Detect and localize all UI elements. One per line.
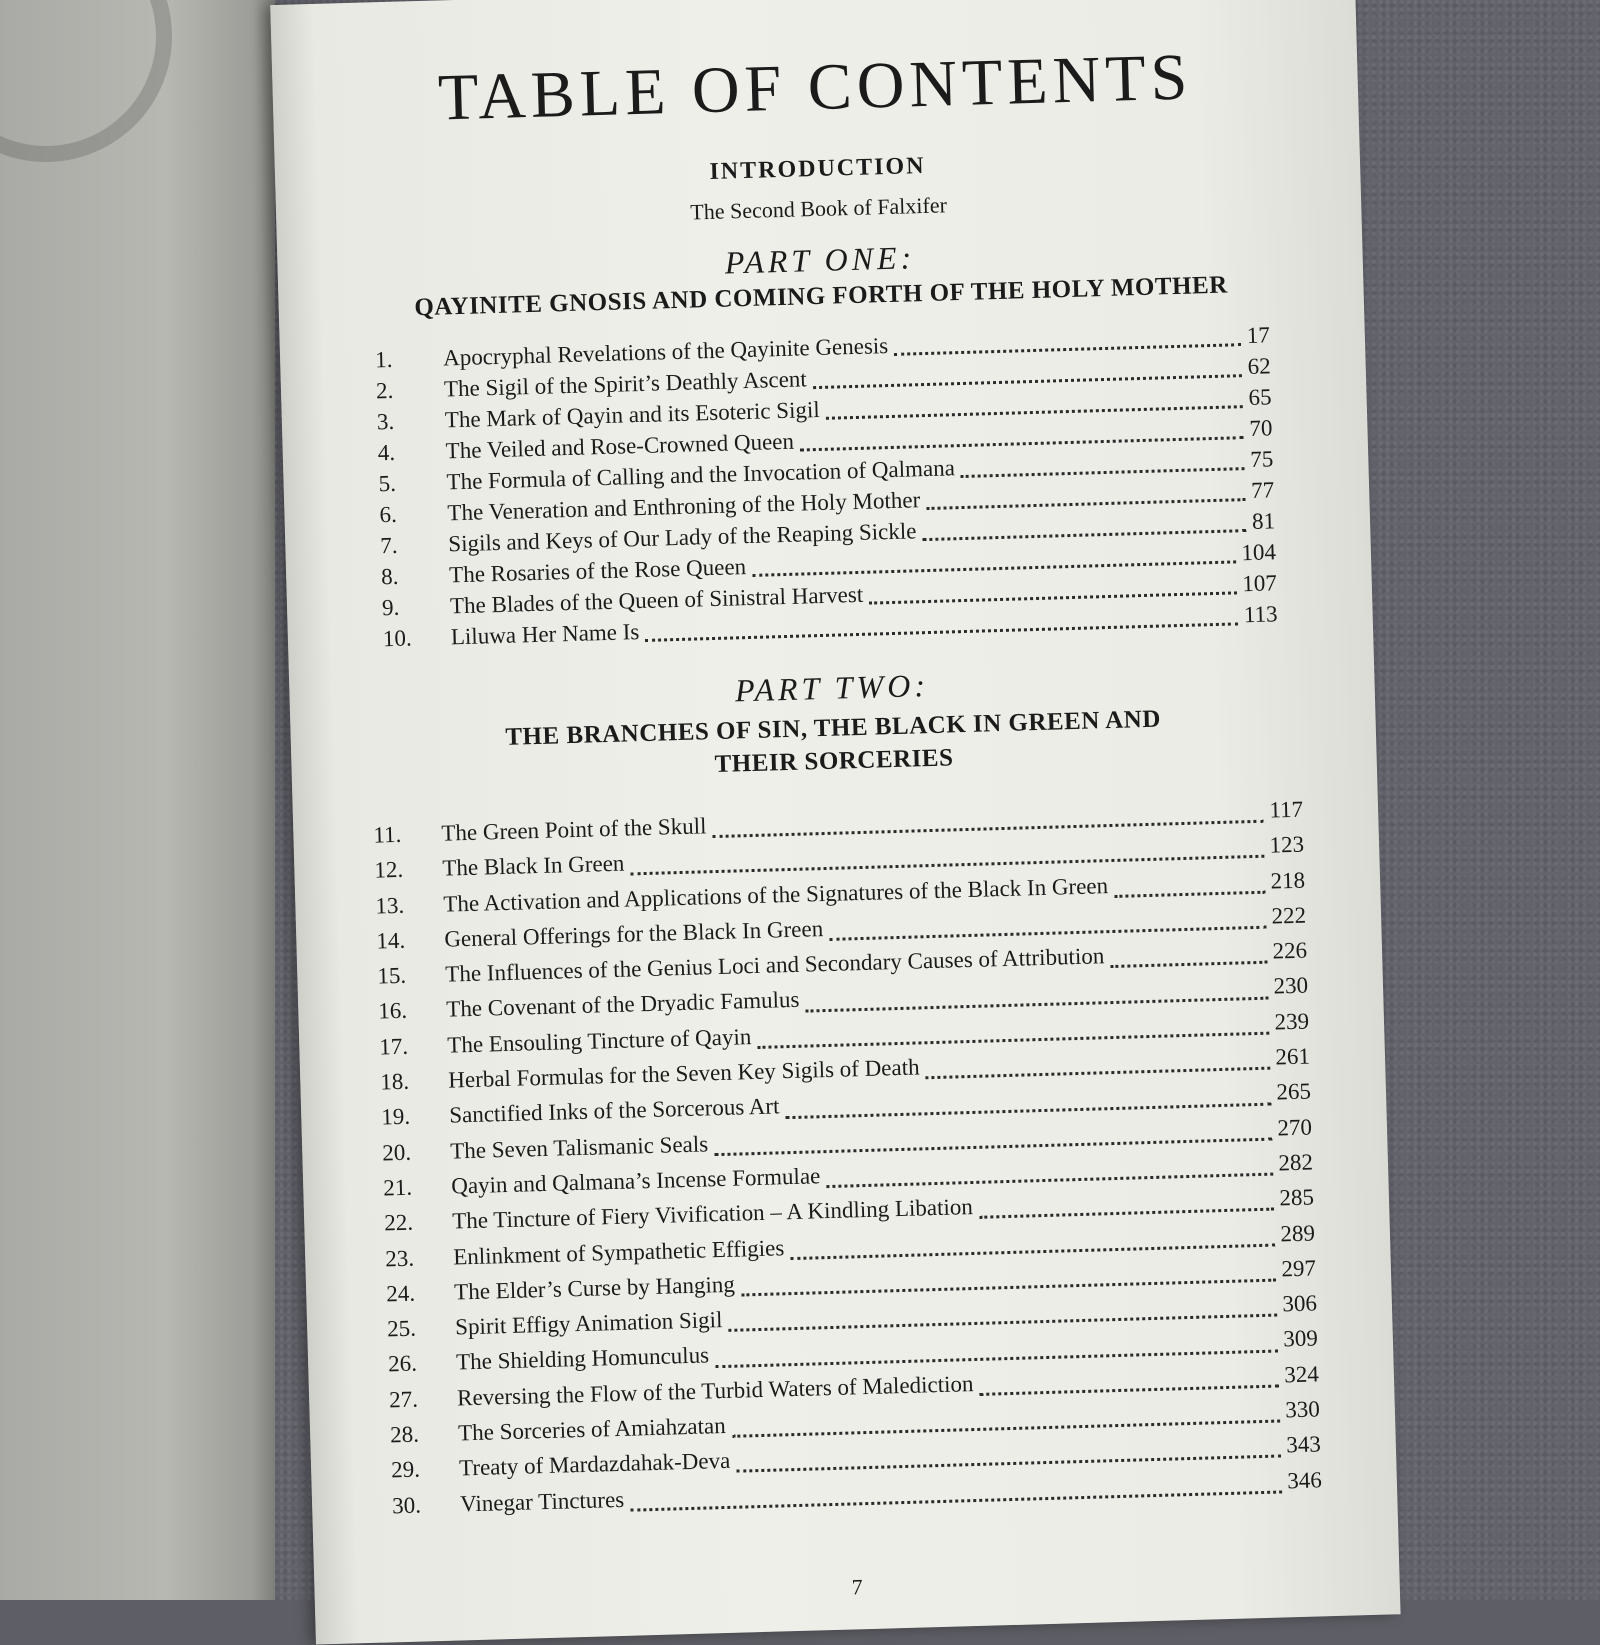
dot-leader bbox=[894, 343, 1241, 356]
entry-number: 12. bbox=[374, 857, 404, 883]
dot-leader bbox=[869, 591, 1236, 604]
dot-leader bbox=[979, 1208, 1274, 1219]
entry-page: 239 bbox=[1274, 1008, 1310, 1035]
part-one-heading: QAYINITE GNOSIS AND COMING FORTH OF THE HOLY MOTHER bbox=[414, 271, 1229, 322]
entry-title: The Shielding Homunculus bbox=[455, 1342, 710, 1375]
entry-number: 9. bbox=[381, 594, 400, 621]
dot-leader bbox=[827, 1173, 1273, 1188]
entry-title: The Tincture of Fiery Vivification – A Kindling Libation bbox=[451, 1194, 974, 1234]
entry-title: Liluwa Her Name Is bbox=[450, 619, 640, 650]
entry-page: 324 bbox=[1283, 1361, 1320, 1388]
entry-page: 222 bbox=[1271, 902, 1307, 929]
entry-page: 81 bbox=[1251, 508, 1276, 534]
entry-page: 123 bbox=[1269, 831, 1305, 858]
dot-leader bbox=[806, 996, 1268, 1012]
part-two-heading-line1: THE BRANCHES OF SIN, THE BLACK IN GREEN AND bbox=[505, 705, 1162, 751]
dot-leader bbox=[980, 1384, 1279, 1395]
entry-page: 309 bbox=[1283, 1325, 1319, 1352]
dot-leader bbox=[961, 467, 1245, 478]
entry-number: 8. bbox=[380, 563, 399, 590]
entry-number: 29. bbox=[390, 1456, 421, 1483]
entry-page: 226 bbox=[1272, 937, 1308, 964]
entry-number: 21. bbox=[382, 1174, 413, 1201]
left-page bbox=[0, 0, 275, 1600]
entry-page: 346 bbox=[1286, 1467, 1323, 1493]
entry-number: 26. bbox=[387, 1351, 418, 1377]
entry-number: 30. bbox=[391, 1492, 422, 1518]
part-two-list bbox=[293, 797, 1322, 1531]
entry-page: 218 bbox=[1270, 867, 1306, 894]
entry-number: 10. bbox=[382, 625, 413, 652]
entry-number: 13. bbox=[375, 892, 405, 919]
entry-page: 62 bbox=[1247, 353, 1272, 379]
entry-number: 16. bbox=[378, 998, 408, 1024]
dot-leader bbox=[926, 498, 1245, 510]
entry-page: 289 bbox=[1280, 1220, 1316, 1246]
entry-title: The Mark of Qayin and its Esoteric Sigil bbox=[444, 396, 821, 433]
part-two-label: PART TWO: bbox=[734, 667, 930, 709]
entry-title: The Blades of the Queen of Sinistral Harvest bbox=[449, 581, 864, 619]
entry-page: 343 bbox=[1285, 1431, 1322, 1458]
entry-title: Qayin and Qalmana’s Incense Formulae bbox=[450, 1163, 821, 1199]
entry-page: 70 bbox=[1249, 415, 1273, 441]
dot-leader bbox=[926, 1067, 1270, 1080]
entry-title: Treaty of Mardazdahak-Deva bbox=[458, 1448, 731, 1481]
entry-number: 17. bbox=[378, 1033, 409, 1060]
entry-page: 113 bbox=[1243, 601, 1278, 628]
dot-leader bbox=[630, 1490, 1281, 1511]
entry-number: 27. bbox=[388, 1386, 419, 1413]
page-title: TABLE OF CONTENTS bbox=[437, 40, 1194, 135]
entry-number: 3. bbox=[376, 408, 395, 435]
entry-page: 265 bbox=[1276, 1078, 1312, 1105]
entry-title: The Veiled and Rose-Crowned Queen bbox=[445, 428, 795, 464]
entry-page: 306 bbox=[1282, 1290, 1318, 1317]
entry-number: 28. bbox=[389, 1421, 420, 1448]
entry-title: The Sigil of the Spirit’s Deathly Ascent bbox=[443, 366, 808, 402]
entry-page: 77 bbox=[1250, 477, 1275, 503]
entry-page: 270 bbox=[1277, 1114, 1313, 1141]
entry-title: The Green Point of the Skull bbox=[441, 813, 707, 846]
part-two-heading-line2: THEIR SORCERIES bbox=[714, 744, 954, 779]
entry-title: Sanctified Inks of the Sorcerous Art bbox=[448, 1093, 780, 1128]
dot-leader bbox=[790, 1243, 1274, 1260]
entry-number: 25. bbox=[386, 1315, 417, 1342]
entry-title: The Covenant of the Dryadic Famulus bbox=[445, 987, 800, 1023]
toc-content bbox=[270, 0, 1400, 1645]
entry-title: Spirit Effigy Animation Sigil bbox=[454, 1307, 723, 1340]
entry-title: The Veneration and Enthroning of the Holy Mother bbox=[447, 487, 921, 526]
entry-page: 230 bbox=[1273, 973, 1309, 999]
dot-leader bbox=[786, 1102, 1271, 1119]
entry-title: Vinegar Tinctures bbox=[459, 1486, 625, 1517]
entry-title: The Sorceries of Amiahzatan bbox=[457, 1413, 726, 1446]
entry-number: 18. bbox=[379, 1068, 410, 1095]
entry-number: 6. bbox=[379, 501, 398, 528]
entry-page: 104 bbox=[1241, 539, 1277, 566]
entry-title: The Influences of the Genius Loci and Secondary Causes of Attribution bbox=[444, 943, 1105, 987]
entry-title: The Formula of Calling and the Invocation of Qalmana bbox=[446, 455, 956, 495]
entry-title: The Elder’s Curse by Hanging bbox=[453, 1271, 736, 1305]
dot-leader bbox=[1111, 961, 1267, 968]
entry-title: Apocryphal Revelations of the Qayinite Genesis bbox=[442, 333, 889, 371]
entry-title: The Seven Talismanic Seals bbox=[449, 1131, 709, 1164]
entry-number: 4. bbox=[377, 439, 396, 466]
entry-number: 1. bbox=[374, 346, 393, 373]
entry-number: 15. bbox=[377, 962, 407, 989]
entry-page: 297 bbox=[1281, 1255, 1317, 1282]
right-page bbox=[270, 0, 1400, 1645]
entry-page: 330 bbox=[1284, 1396, 1321, 1423]
dot-leader bbox=[645, 622, 1238, 642]
entry-number: 2. bbox=[375, 377, 394, 404]
entry-number: 23. bbox=[384, 1245, 415, 1271]
entry-title: Sigils and Keys of Our Lady of the Reaping Sickle bbox=[447, 518, 917, 557]
entry-title: The Rosaries of the Rose Queen bbox=[448, 554, 747, 588]
entry-title: The Black In Green bbox=[442, 850, 625, 881]
entry-page: 282 bbox=[1278, 1149, 1314, 1176]
dot-leader bbox=[1114, 890, 1265, 897]
entry-number: 5. bbox=[378, 470, 397, 497]
entry-title: Herbal Formulas for the Seven Key Sigils of Death bbox=[447, 1054, 920, 1093]
introduction-heading: INTRODUCTION bbox=[709, 152, 926, 185]
entry-number: 14. bbox=[376, 927, 406, 954]
entry-page: 285 bbox=[1279, 1184, 1315, 1211]
entry-number: 20. bbox=[381, 1139, 412, 1166]
entry-page: 17 bbox=[1246, 322, 1271, 349]
part-one-label: PART ONE: bbox=[724, 239, 916, 281]
entry-number: 11. bbox=[373, 821, 402, 848]
entry-page: 65 bbox=[1248, 384, 1272, 410]
introduction-subtitle: The Second Book of Falxifer bbox=[689, 192, 948, 225]
entry-title: The Activation and Applications of the Signatures of the Black In Green bbox=[443, 872, 1109, 917]
entry-number: 24. bbox=[385, 1280, 416, 1307]
page-number: 7 bbox=[851, 1574, 863, 1600]
entry-title: Enlinkment of Sympathetic Effigies bbox=[452, 1234, 785, 1270]
entry-page: 117 bbox=[1269, 796, 1304, 823]
entry-number: 7. bbox=[380, 532, 398, 559]
emblem-icon bbox=[0, 0, 172, 162]
entry-title: Reversing the Flow of the Turbid Waters of Malediction bbox=[456, 1370, 974, 1411]
entry-page: 75 bbox=[1249, 446, 1274, 472]
dot-leader bbox=[829, 926, 1265, 941]
entry-title: General Offerings for the Black In Green bbox=[444, 915, 824, 952]
entry-title: The Ensouling Tincture of Qayin bbox=[446, 1023, 752, 1058]
entry-page: 261 bbox=[1275, 1043, 1311, 1070]
dot-leader bbox=[923, 529, 1247, 541]
part-one-list bbox=[280, 322, 1278, 660]
entry-number: 19. bbox=[380, 1104, 411, 1130]
entry-number: 22. bbox=[383, 1209, 414, 1236]
entry-page: 107 bbox=[1241, 570, 1278, 597]
